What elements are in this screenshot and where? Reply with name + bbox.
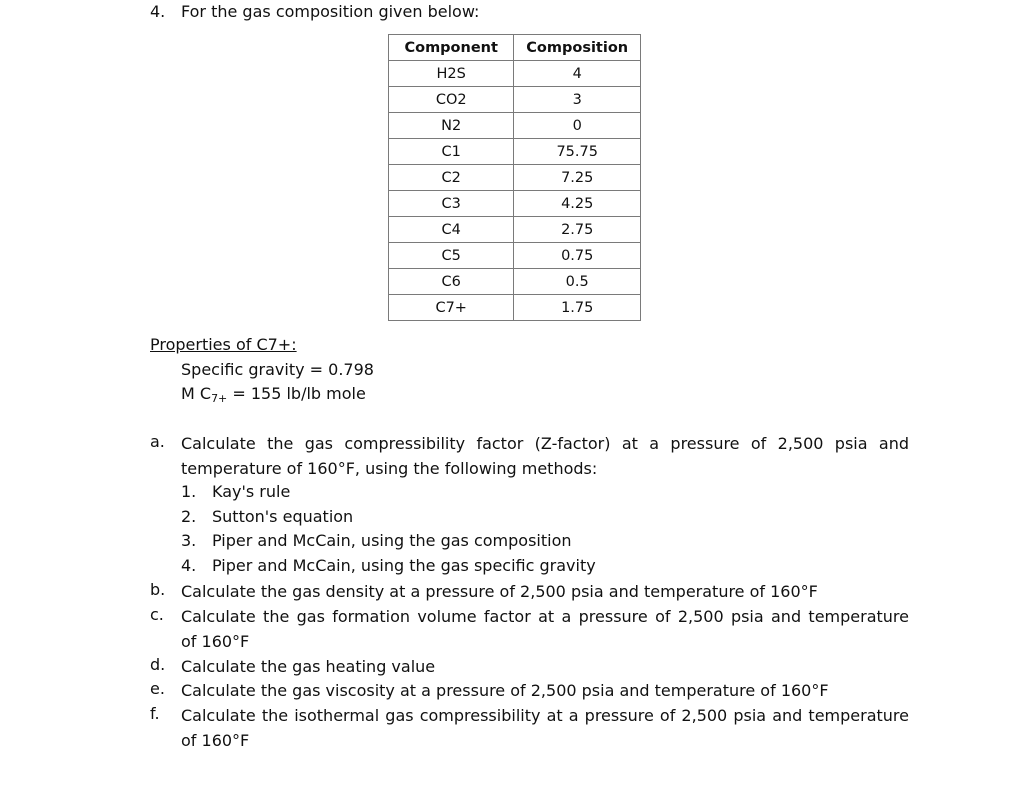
part-f-label: f. [150, 704, 160, 723]
component-cell: C7+ [389, 295, 514, 321]
part-f-line2: of 160°F [181, 731, 250, 750]
part-f-line1: Calculate the isothermal gas compressibility at a pressure of 2,500 psia and temperature [181, 706, 909, 725]
composition-cell: 0.5 [514, 269, 641, 295]
composition-cell: 0 [514, 113, 641, 139]
table-header-row [389, 35, 641, 61]
table-row [389, 191, 641, 217]
part-a-line1: Calculate the gas compressibility factor (Z-factor) at a pressure of 2,500 psia and [181, 434, 909, 453]
composition-cell: 1.75 [514, 295, 641, 321]
part-b-text: Calculate the gas density at a pressure of 2,500 psia and temperature of 160°F [181, 582, 818, 601]
method-2-number: 2. [181, 507, 197, 526]
method-3-text: Piper and McCain, using the gas composition [212, 531, 572, 550]
component-cell: C3 [389, 191, 514, 217]
column-header-composition: Composition [514, 35, 641, 61]
composition-cell: 2.75 [514, 217, 641, 243]
column-header-component: Component [389, 35, 514, 61]
method-1-text: Kay's rule [212, 482, 291, 501]
component-cell: H2S [389, 61, 514, 87]
table-row [389, 139, 641, 165]
component-cell: C2 [389, 165, 514, 191]
mw-subscript: 7+ [211, 392, 228, 405]
part-e-label: e. [150, 679, 165, 698]
part-c-line1: Calculate the gas formation volume factor at a pressure of 2,500 psia and temperature [181, 607, 909, 626]
table-row [389, 113, 641, 139]
table-row [389, 87, 641, 113]
composition-cell: 4.25 [514, 191, 641, 217]
component-cell: CO2 [389, 87, 514, 113]
table-row [389, 61, 641, 87]
properties-title: Properties of C7+: [150, 335, 297, 354]
table-row [389, 217, 641, 243]
component-cell: C6 [389, 269, 514, 295]
question-number: 4. [150, 2, 166, 21]
composition-cell: 7.25 [514, 165, 641, 191]
component-cell: N2 [389, 113, 514, 139]
method-1-number: 1. [181, 482, 197, 501]
composition-cell: 0.75 [514, 243, 641, 269]
composition-cell: 4 [514, 61, 641, 87]
molecular-weight-line [181, 384, 366, 405]
method-2-text: Sutton's equation [212, 507, 354, 526]
method-4-number: 4. [181, 556, 197, 575]
part-b-label: b. [150, 580, 166, 599]
mw-suffix: = 155 lb/lb mole [227, 384, 366, 403]
part-d-text: Calculate the gas heating value [181, 657, 436, 676]
part-c-line2: of 160°F [181, 632, 250, 651]
method-4-text: Piper and McCain, using the gas specific gravity [212, 556, 596, 575]
mw-prefix: M C [181, 384, 212, 403]
component-cell: C5 [389, 243, 514, 269]
question-text: For the gas composition given below: [181, 2, 480, 21]
composition-cell: 3 [514, 87, 641, 113]
specific-gravity-line: Specific gravity = 0.798 [181, 360, 374, 379]
method-3-number: 3. [181, 531, 197, 550]
table-row [389, 295, 641, 321]
part-d-label: d. [150, 655, 166, 674]
part-e-text: Calculate the gas viscosity at a pressure of 2,500 psia and temperature of 160°F [181, 681, 829, 700]
table-row [389, 165, 641, 191]
composition-cell: 75.75 [514, 139, 641, 165]
component-cell: C1 [389, 139, 514, 165]
component-cell: C4 [389, 217, 514, 243]
table-row [389, 243, 641, 269]
part-a-line2: temperature of 160°F, using the following methods: [181, 459, 598, 478]
composition-table [388, 34, 641, 321]
table-row [389, 269, 641, 295]
part-c-label: c. [150, 605, 164, 624]
part-a-label: a. [150, 432, 165, 451]
